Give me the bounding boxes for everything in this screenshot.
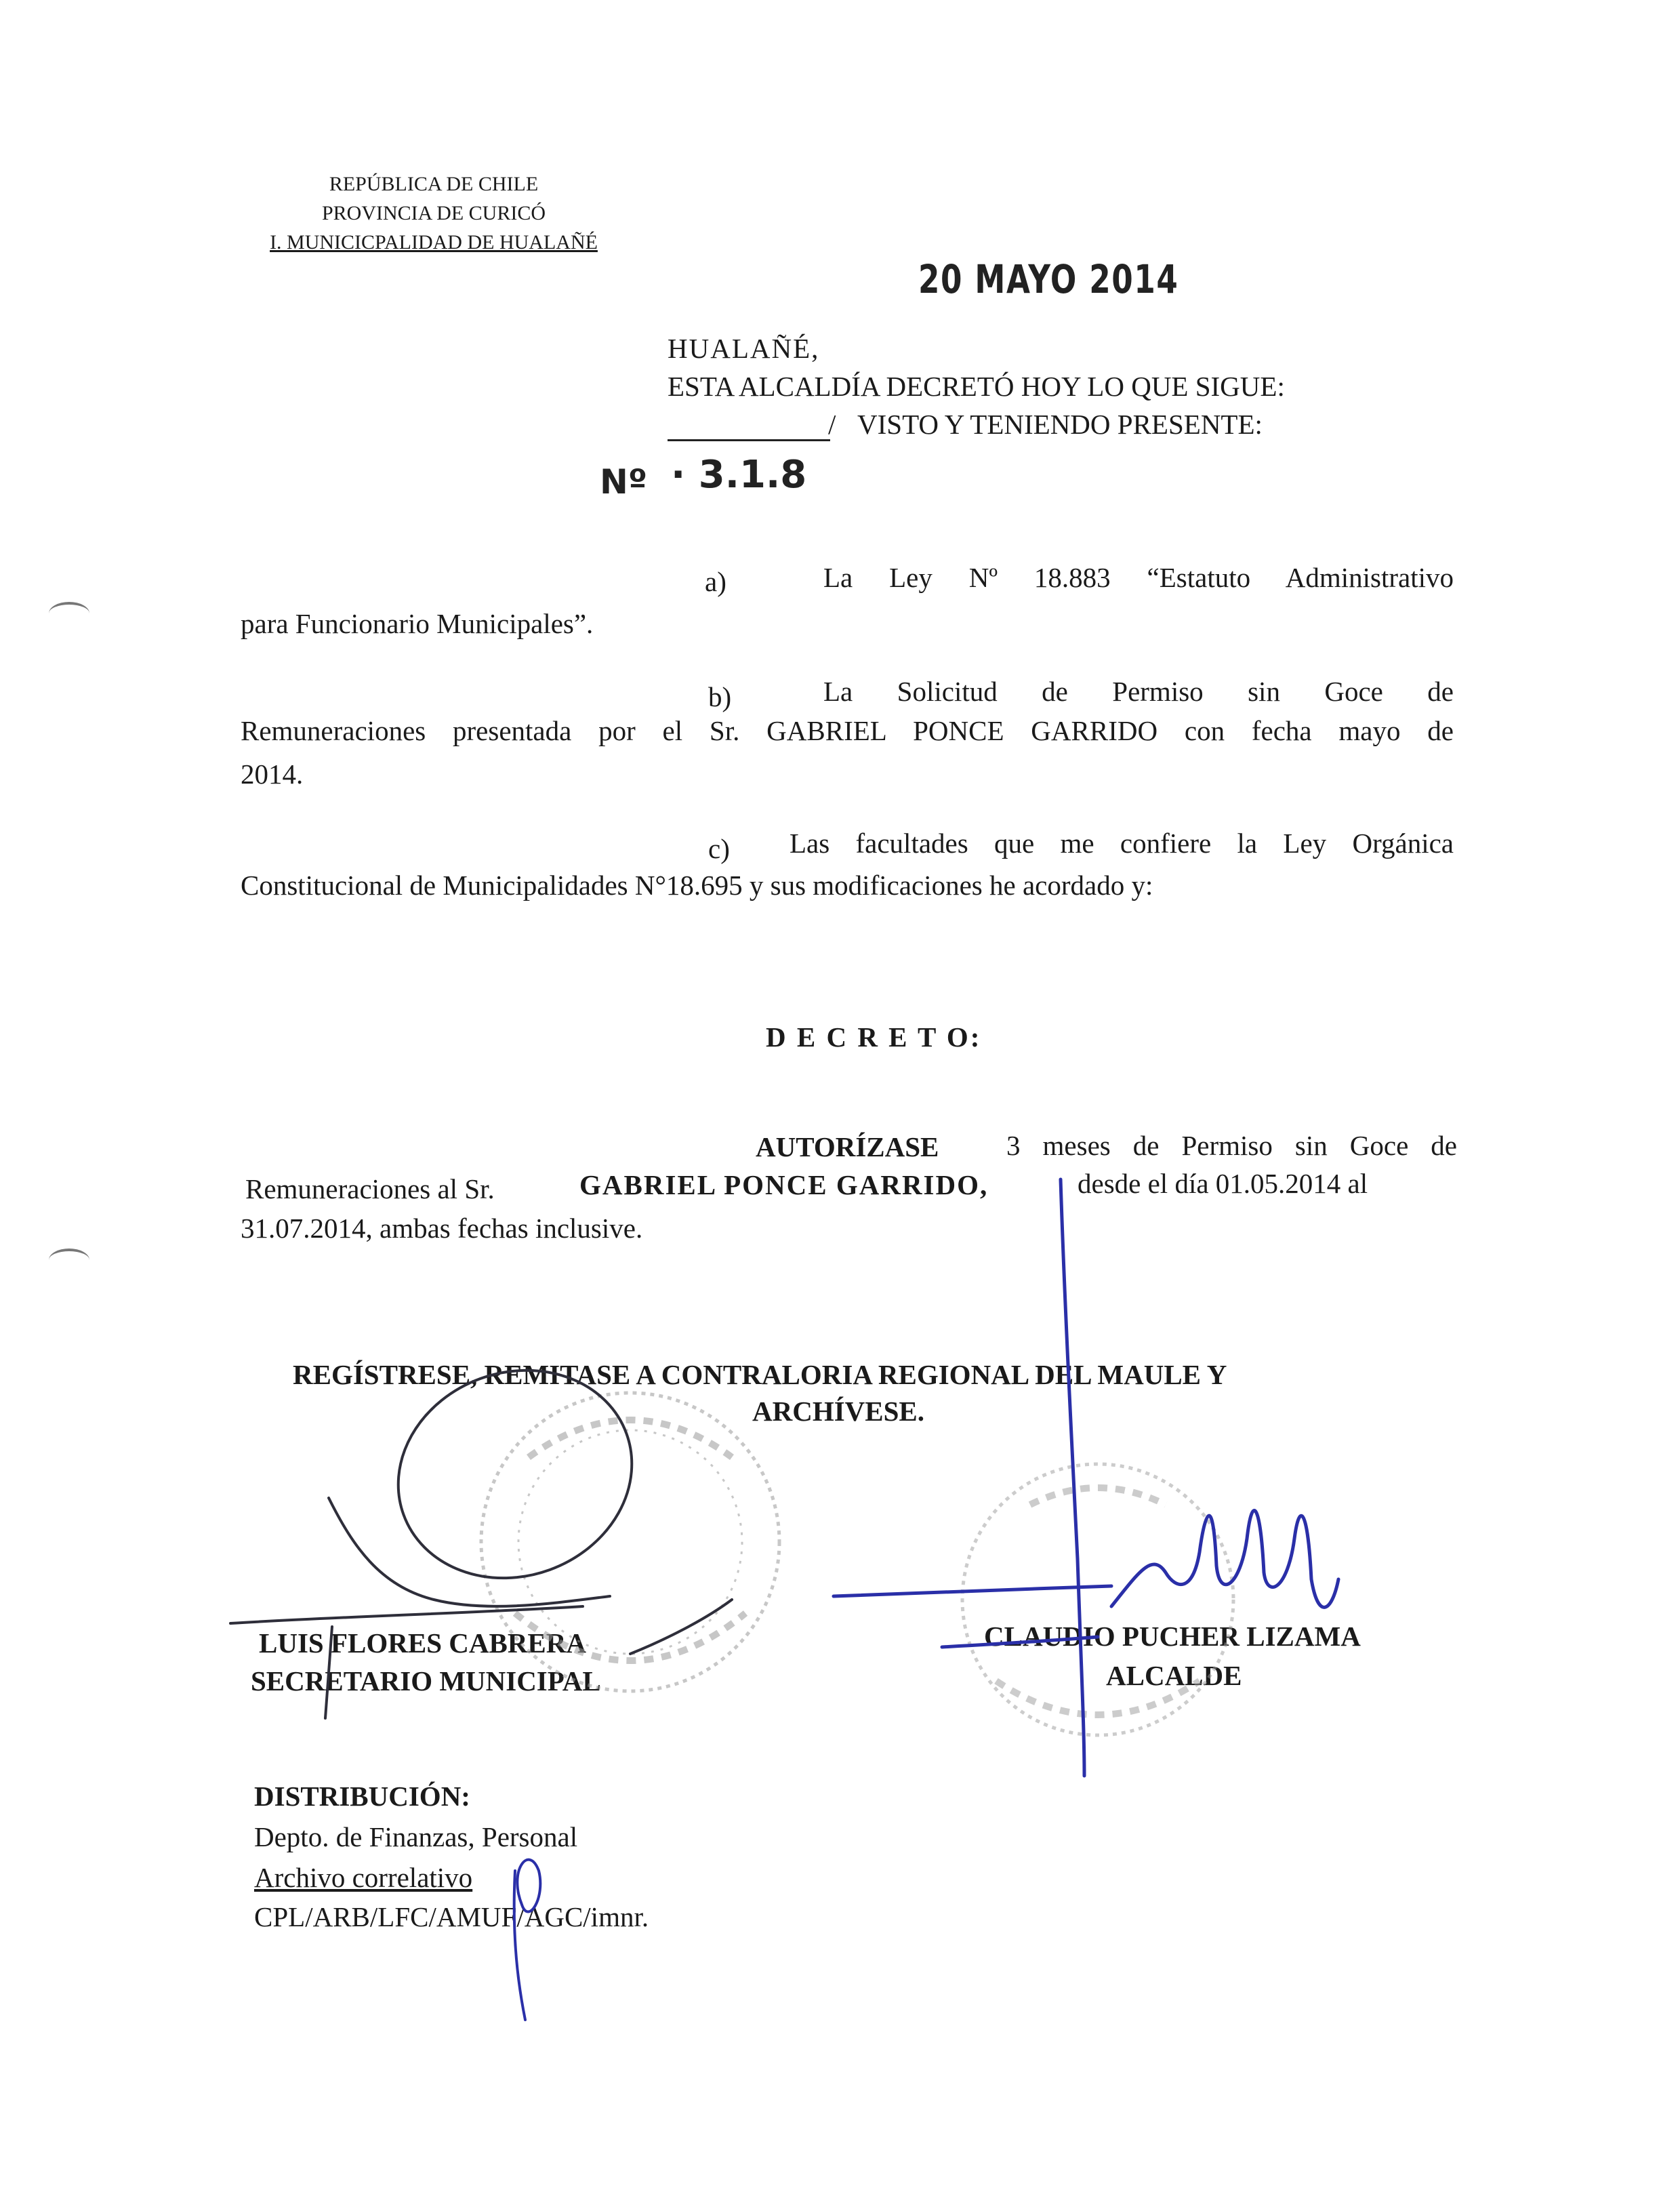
consideration-c-label: c) — [708, 833, 730, 864]
decreto-heading: D E C R E T O: — [766, 1021, 982, 1053]
consideration-b-line-3: 2014. — [241, 758, 304, 790]
consideration-a-label: a) — [705, 566, 726, 597]
consideration-c-first-line: Las facultades que me confiere la Ley Orgánica — [790, 828, 1454, 859]
distribution-line-3: CPL/ARB/LFC/AMUF/AGC/imnr. — [254, 1901, 649, 1932]
consideration-a-line-2: para Funcionario Municipales”. — [241, 608, 594, 639]
initials-mark — [514, 1860, 541, 2020]
slash-mark: / — [828, 409, 836, 440]
secretary-name: LUIS FLORES CABRERA — [259, 1627, 586, 1659]
secretary-title: SECRETARIO MUNICIPAL — [251, 1665, 601, 1697]
resolution-lead: AUTORÍZASE — [756, 1131, 939, 1162]
consideration-b-first-line: La Solicitud de Permiso sin Goce de — [823, 676, 1454, 707]
closing-line-2: ARCHÍVESE. — [752, 1396, 925, 1427]
decree-number: · 3.1.8 — [671, 453, 807, 497]
mayor-seal-right — [962, 1464, 1233, 1735]
consideration-b-label: b) — [708, 681, 732, 712]
decree-intro-line: ESTA ALCALDÍA DECRETÓ HOY LO QUE SIGUE: — [668, 371, 1285, 402]
distribution-title: DISTRIBUCIÓN: — [254, 1781, 470, 1812]
visto-line: VISTO Y TENIENDO PRESENTE: — [857, 409, 1263, 440]
resolution-line-2a: Remuneraciones al Sr. — [245, 1173, 495, 1204]
closing-line-1: REGÍSTRESE, REMITASE A CONTRALORIA REGIONAL DEL MAULE Y — [293, 1359, 1227, 1390]
header-municipality: I. MUNICICPALIDAD DE HUALAÑÉ — [270, 231, 598, 253]
date-stamp: 20 MAYO 2014 — [918, 256, 1179, 302]
distribution-line-2: Archivo correlativo — [254, 1862, 473, 1893]
mayor-title: ALCALDE — [1106, 1660, 1242, 1691]
consideration-c-line-2: Constitucional de Municipalidades N°18.695 y sus modificaciones he acordado y: — [241, 870, 1153, 901]
secretary-signature — [230, 1338, 732, 1718]
decree-number-prefix: Nº — [600, 462, 648, 502]
consideration-b-line-2: Remuneraciones presentada por el Sr. GABRIEL PONCE GARRIDO con fecha mayo de — [241, 715, 1454, 746]
municipal-seal-left — [481, 1393, 779, 1691]
distribution-line-1: Depto. de Finanzas, Personal — [254, 1821, 578, 1852]
resolution-employee-name: GABRIEL PONCE GARRIDO, — [579, 1169, 989, 1200]
mayor-name: CLAUDIO PUCHER LIZAMA — [984, 1621, 1361, 1652]
header-republic: REPÚBLICA DE CHILE — [329, 173, 539, 195]
consideration-a-first-line: La Ley Nº 18.883 “Estatuto Administrativo — [823, 562, 1454, 593]
header-province: PROVINCIA DE CURICÓ — [321, 202, 546, 224]
mayor-signature — [834, 1179, 1338, 1776]
resolution-first-line: 3 meses de Permiso sin Goce de — [1006, 1130, 1457, 1161]
resolution-line-2b: desde el día 01.05.2014 al — [1078, 1168, 1368, 1199]
resolution-line-3: 31.07.2014, ambas fechas inclusive. — [241, 1213, 643, 1244]
city-line: HUALAÑÉ, — [668, 333, 820, 364]
